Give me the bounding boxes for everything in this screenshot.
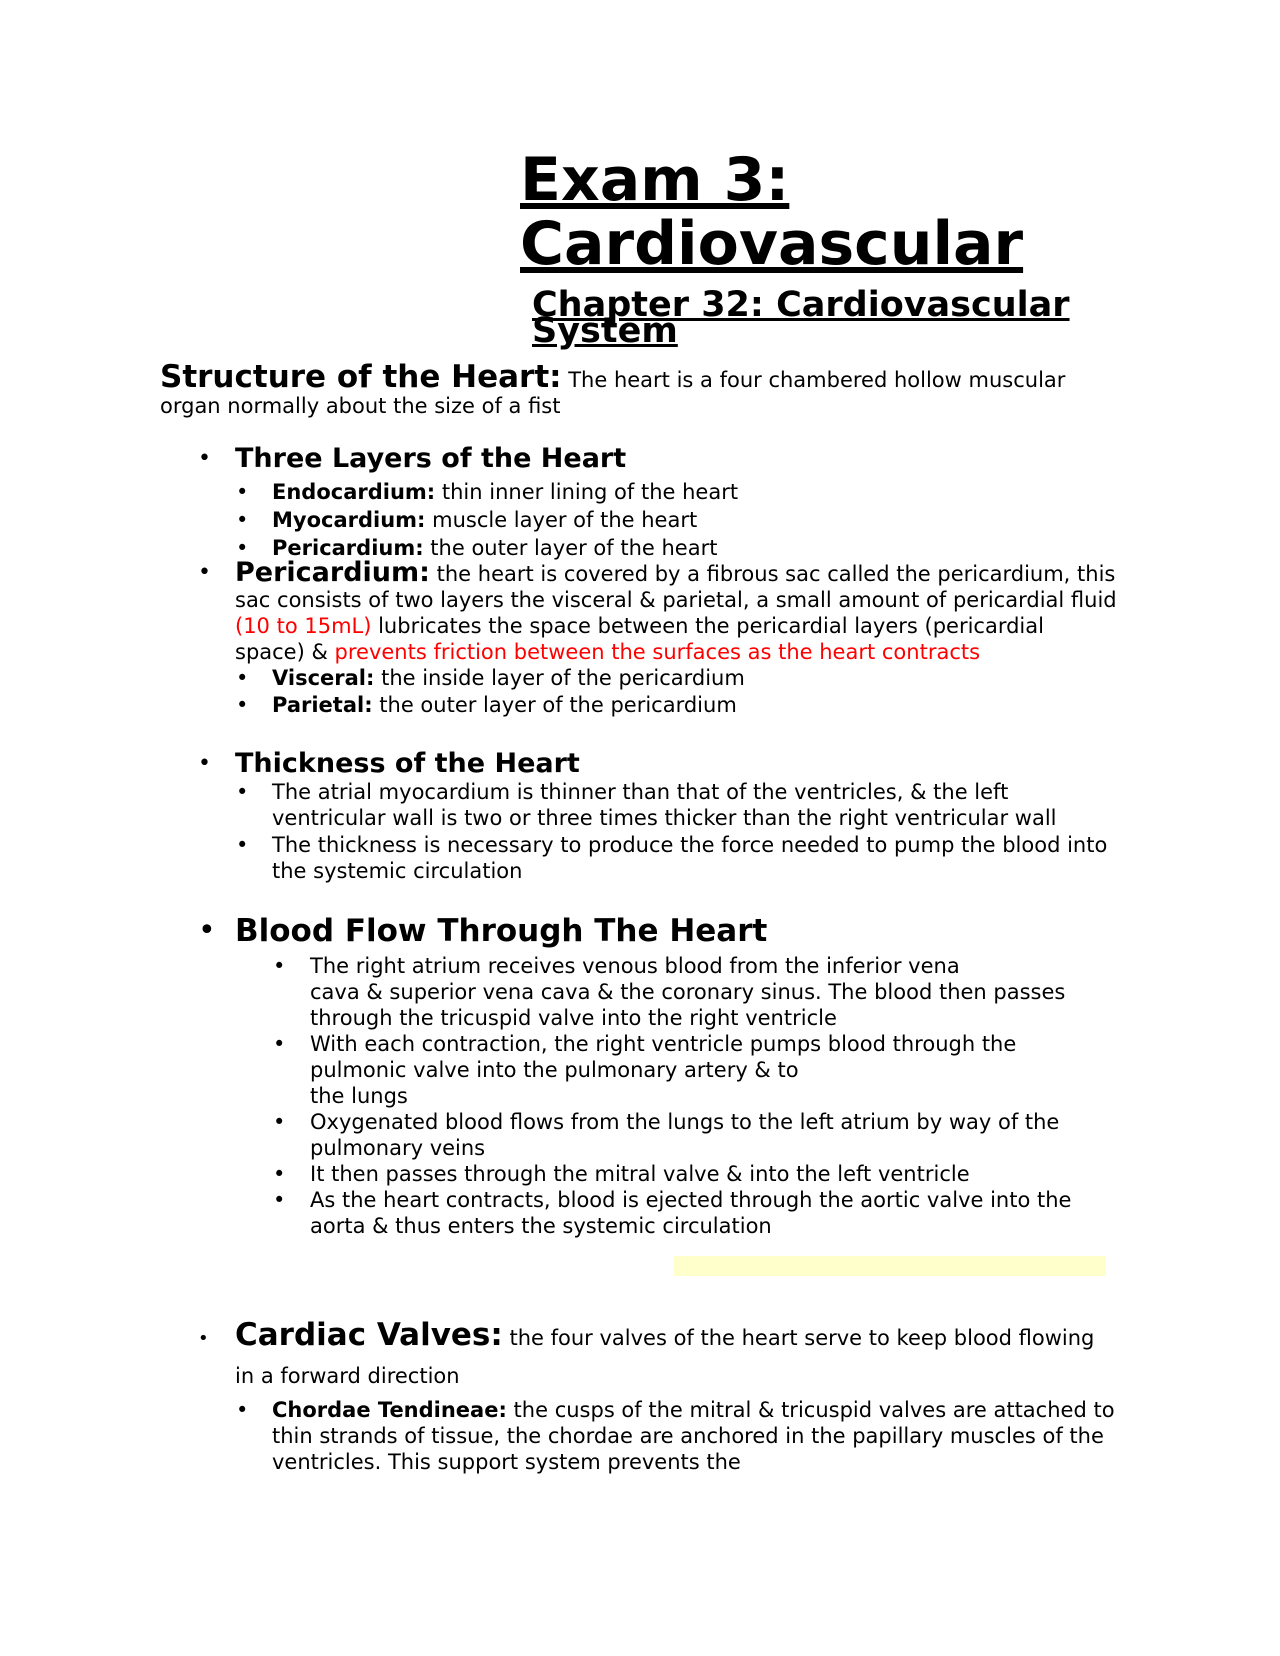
thickness-item-2: The thickness is necessary to produce the force needed to pump the blood into the systemic circulation [272, 833, 1108, 883]
thickness-item-1: The atrial myocardium is thinner than that of the ventricles, & the left ventricular wall is two or three times thicker than the right ventricular wall [272, 780, 1057, 830]
pericardium-heading: Pericardium: [235, 557, 430, 588]
bullet-icon: • [236, 666, 249, 690]
bullet-icon: • [198, 1328, 209, 1349]
list-item [160, 507, 1120, 533]
layers-heading: Three Layers of the Heart [235, 443, 627, 474]
bullet-icon: • [273, 1032, 286, 1056]
structure-section [160, 359, 1120, 419]
term-text: the outer layer of the pericardium [372, 693, 737, 717]
pericardium-text-b: lubricates the space between the pericardial layers (pericardial space) & [235, 614, 1044, 664]
bullet-icon: • [273, 1110, 286, 1134]
thickness-list [160, 748, 1120, 884]
list-item [160, 1161, 1120, 1187]
list-item [160, 1187, 1120, 1239]
list-item [160, 692, 1120, 718]
list-item [160, 557, 1120, 665]
pericardium-list [160, 557, 1120, 718]
title-line-1: Exam 3: [520, 145, 790, 215]
bullet-icon: • [273, 1162, 286, 1186]
pericardium-text-a: the heart is covered by a fibrous sac called the pericardium, this sac consists of two layers the visceral & parietal, a small amount of pericardial fluid [235, 562, 1117, 612]
bullet-icon: • [236, 536, 249, 560]
term-text: the outer layer of the heart [423, 536, 718, 560]
list-item [160, 665, 1120, 691]
bullet-icon: • [273, 954, 286, 978]
pericardium-section [160, 557, 1120, 718]
bloodflow-item-3: Oxygenated blood flows from the lungs to the left atrium by way of the pulmonary veins [310, 1110, 1060, 1160]
bullet-icon: • [198, 751, 211, 776]
bloodflow-item-5: As the heart contracts, blood is ejected through the aortic valve into the aorta & thus enters the systemic circulation [310, 1188, 1072, 1238]
bullet-icon: • [236, 780, 249, 804]
term-label: Endocardium: [272, 480, 436, 504]
bullet-icon: • [198, 446, 211, 471]
term-text: the inside layer of the pericardium [374, 666, 745, 690]
term-text: thin inner lining of the heart [435, 480, 739, 504]
thickness-heading: Thickness of the Heart [235, 748, 580, 779]
list-item [160, 748, 1120, 781]
list-item [160, 479, 1120, 505]
bloodflow-heading: Blood Flow Through The Heart [235, 913, 768, 949]
list-item [160, 953, 1120, 1031]
bloodflow-item-2b: the lungs [310, 1084, 408, 1108]
highlight-bar [674, 1256, 1106, 1276]
list-item [160, 1109, 1120, 1161]
term-label: Visceral: [272, 666, 375, 690]
term-label: Parietal: [272, 693, 373, 717]
list-item [160, 912, 1120, 953]
bullet-icon: • [236, 693, 249, 717]
bullet-icon: • [236, 508, 249, 532]
bloodflow-item-4: It then passes through the mitral valve & into the left ventricle [310, 1162, 970, 1186]
term-label: Myocardium: [272, 508, 426, 532]
structure-heading: Structure of the Heart: [160, 359, 562, 395]
bloodflow-section [160, 912, 1120, 1239]
term-text: the cusps of the mitral & tricuspid valves are attached to thin strands of tissue, the chordae are anchored in the papillary muscles of the ventricles. This support system prevents the [272, 1398, 1115, 1474]
page-title [520, 145, 1024, 279]
list-item [160, 1316, 1120, 1395]
bullet-icon: • [236, 1398, 249, 1422]
bloodflow-list [160, 912, 1120, 1239]
list-item [160, 1397, 1120, 1475]
bloodflow-item-1b: cava & superior vena cava & the coronary sinus. The blood then passes through the tricuspid valve into the right ventricle [310, 980, 1066, 1030]
layers-list [160, 442, 1120, 561]
pericardium-red-a: (10 to 15mL) [235, 614, 372, 638]
list-item [160, 442, 1120, 477]
bloodflow-item-1a: The right atrium receives venous blood from the inferior vena [310, 954, 960, 978]
list-item [160, 779, 1120, 831]
bullet-icon: • [273, 1188, 286, 1212]
bloodflow-item-2a: With each contraction, the right ventricle pumps blood through the pulmonic valve into the pulmonary artery & to [310, 1032, 1017, 1082]
term-label: Pericardium: [272, 536, 424, 560]
term-text: muscle layer of the heart [425, 508, 698, 532]
valves-section [160, 1316, 1120, 1475]
structure-paragraph [160, 359, 1120, 419]
chapter-subtitle: Chapter 32: Cardiovascular System [532, 285, 1070, 351]
bullet-icon: • [198, 560, 211, 585]
bullet-icon: • [198, 913, 216, 948]
pericardium-red-b: prevents friction between the surfaces as the heart contracts [334, 640, 981, 664]
thickness-section [160, 748, 1120, 884]
valves-list [160, 1316, 1120, 1475]
list-item [160, 832, 1120, 884]
structure-text: The heart is a four chambered hollow muscular organ normally about the size of a fist [160, 368, 1066, 418]
title-line-2: Cardiovascular [520, 209, 1024, 279]
bullet-icon: • [236, 833, 249, 857]
layers-section [160, 442, 1120, 561]
valves-text: the four valves of the heart serve to keep blood flowing in a forward direction [235, 1326, 1095, 1388]
list-item [160, 1031, 1120, 1109]
term-label: Chordae Tendineae: [272, 1398, 507, 1422]
bullet-icon: • [236, 480, 249, 504]
valves-heading: Cardiac Valves: [235, 1317, 503, 1353]
